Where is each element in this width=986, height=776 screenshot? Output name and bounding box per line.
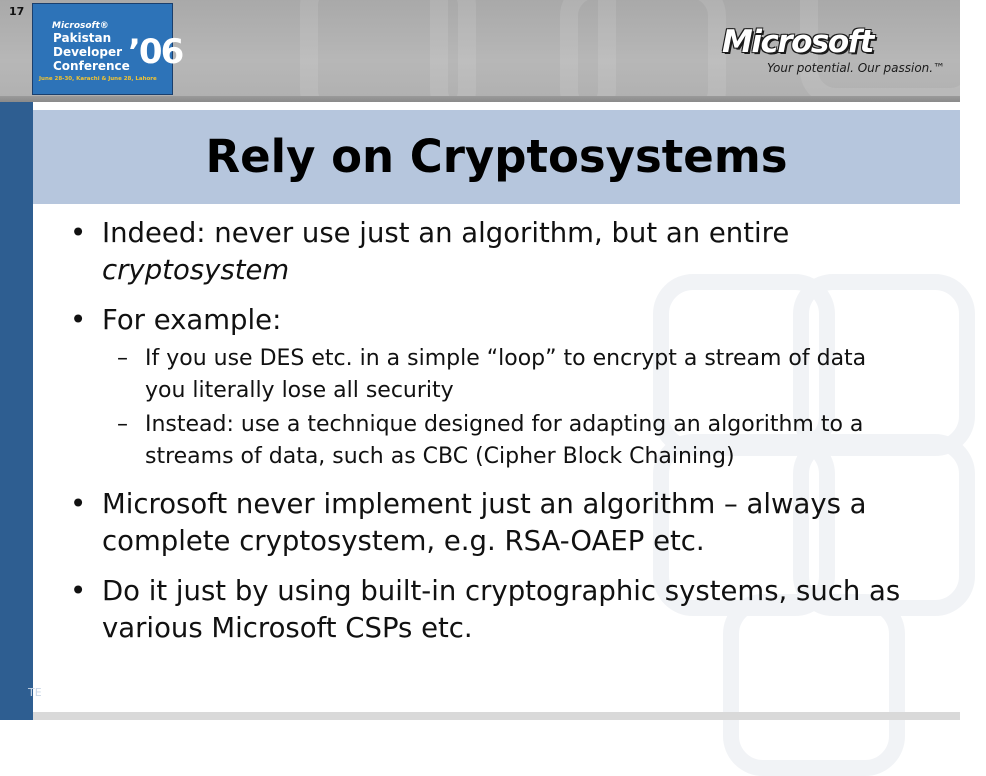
microsoft-logo: Microsoft [722,24,873,60]
bullet-item [33,573,960,647]
bullet-item [33,215,960,289]
conference-logo [32,3,183,95]
title-band [33,110,960,204]
bullet-dot: • [70,304,87,336]
sub-bullet-item [33,409,960,473]
slide-content [33,204,960,714]
conference-logo-year: ’06 [128,32,183,72]
conference-logo-line1: Pakistan [53,31,112,45]
bullet-item [33,486,960,560]
conference-logo-microsoft: Microsoft® [52,21,109,31]
bullet-dot: • [70,575,87,607]
bullet-italic-text: cryptosystem [102,254,290,286]
left-accent-strip [0,102,33,720]
bullet-text: For example: [102,304,282,336]
conference-logo-line3: Conference [53,59,130,73]
sub-bullet-text: Instead: use a technique designed for adapting an algorithm to a streams of data, such as CBC (Cipher Block Chaining) [145,412,864,469]
bottom-band [33,712,960,720]
bullet-text: Microsoft never implement just an algorithm – always a complete cryptosystem, e.g. RSA-OAEP etc. [102,488,867,557]
slide-number: 17 [9,5,25,18]
bullet-text: Indeed: never use just an algorithm, but an entire [102,217,790,249]
conference-logo-dates: June 28-30, Karachi & June 28, Lahore [39,76,157,82]
conference-logo-line2: Developer [53,45,123,59]
bullet-text: Do it just by using built-in cryptographic systems, such as various Microsoft CSPs etc. [102,575,901,644]
bullet-dot: • [70,217,87,249]
sub-bullet-dash: – [117,346,128,371]
sub-bullet-dash: – [117,412,128,437]
sub-bullet-text: If you use DES etc. in a simple “loop” to encrypt a stream of data you literally lose all security [145,346,867,403]
bullet-item [33,302,960,339]
footer-mark: TE [28,686,42,699]
slide-title: Rely on Cryptosystems [205,130,788,183]
bullet-list [33,204,960,647]
bullet-dot: • [70,488,87,520]
sub-bullet-item [33,343,960,407]
microsoft-tagline: Your potential. Our passion.™ [767,61,946,75]
